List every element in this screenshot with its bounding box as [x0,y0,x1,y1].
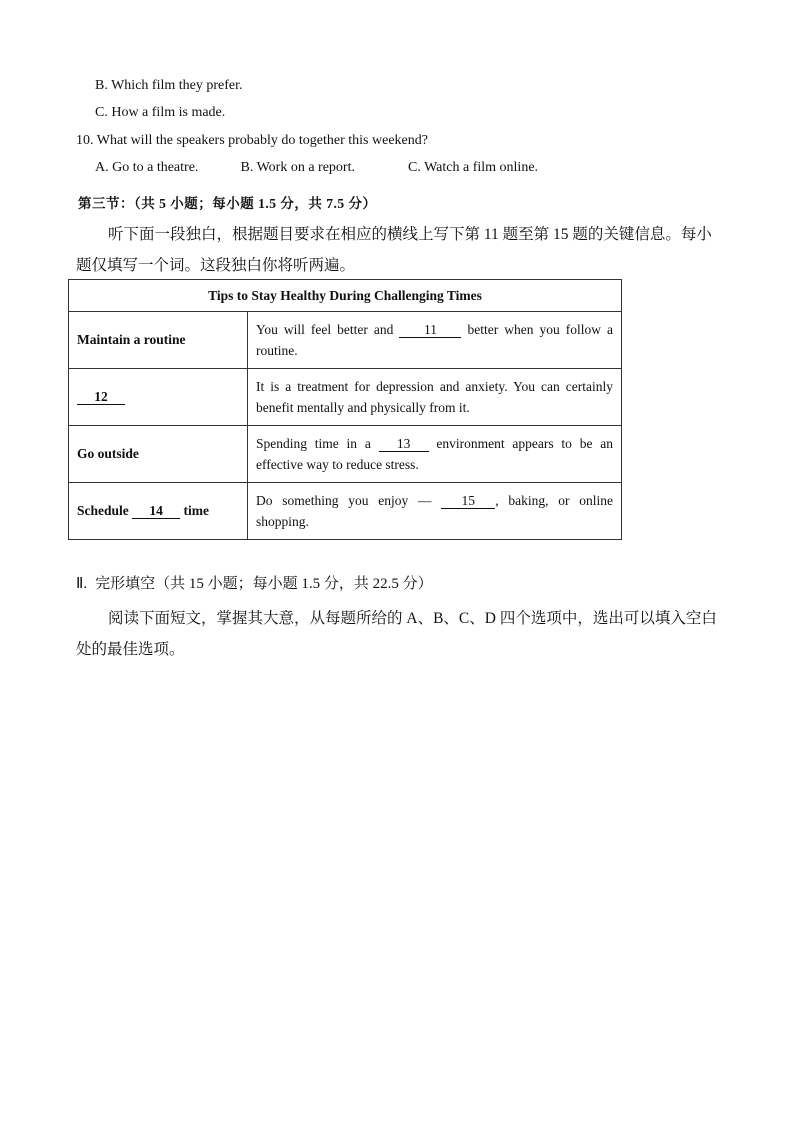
answer-blank-14[interactable]: 14 [132,503,180,519]
row-label: Maintain a routine [69,312,248,369]
tips-table [68,279,622,540]
section-3-instruction: 听下面一段独白，根据题目要求在相应的横线上写下第 11 题至第 15 题的关键信息。每小题仅填写一个词。这段独白你将听两遍。 [76,226,712,274]
option-c: C. How a film is made. [95,105,226,120]
question-10-options [95,160,538,176]
row-content: Do something you enjoy — 15 , baking, or online shopping. [248,483,622,540]
section-2-header [76,572,433,593]
answer-blank-11[interactable]: 11 [399,322,461,338]
section-2-title: 完形填空（共 15 小题；每小题 1.5 分，共 22.5 分） [95,576,433,592]
row-label [69,369,248,426]
table-row [69,426,622,483]
row-content: You will feel better and 11 better when you follow a routine. [248,312,622,369]
row-label: Go outside [69,426,248,483]
section-3-header: 第三节：（共 5 小题；每小题 1.5 分，共 7.5 分） [78,196,377,211]
answer-blank-13[interactable]: 13 [379,436,429,452]
row-label: Schedule 14 time [69,483,248,540]
row-content: Spending time in a 13 environment appears to be an effective way to reduce stress. [248,426,622,483]
section-2-instruction: 阅读下面短文，掌握其大意，从每题所给的 A、B、C、D 四个选项中，选出可以填入空白处的最佳选项。 [76,610,717,658]
table-title: Tips to Stay Healthy During Challenging Times [69,280,622,312]
answer-blank-15[interactable]: 15 [441,493,495,509]
option-a: A. Go to a theatre. [95,160,199,175]
option-b: B. Work on a report. [240,160,355,175]
option-b: B. Which film they prefer. [95,78,243,93]
table-header-row [69,280,622,312]
option-c: C. Watch a film online. [408,160,539,175]
table-row [69,369,622,426]
answer-blank-12[interactable]: 12 [77,389,125,405]
question-10: 10. What will the speakers probably do together this weekend? [76,133,428,148]
table-row [69,312,622,369]
section-numeral: Ⅱ. [76,576,88,592]
table-row [69,483,622,540]
row-content: It is a treatment for depression and anxiety. You can certainly benefit mentally and physically from it. [248,369,622,426]
